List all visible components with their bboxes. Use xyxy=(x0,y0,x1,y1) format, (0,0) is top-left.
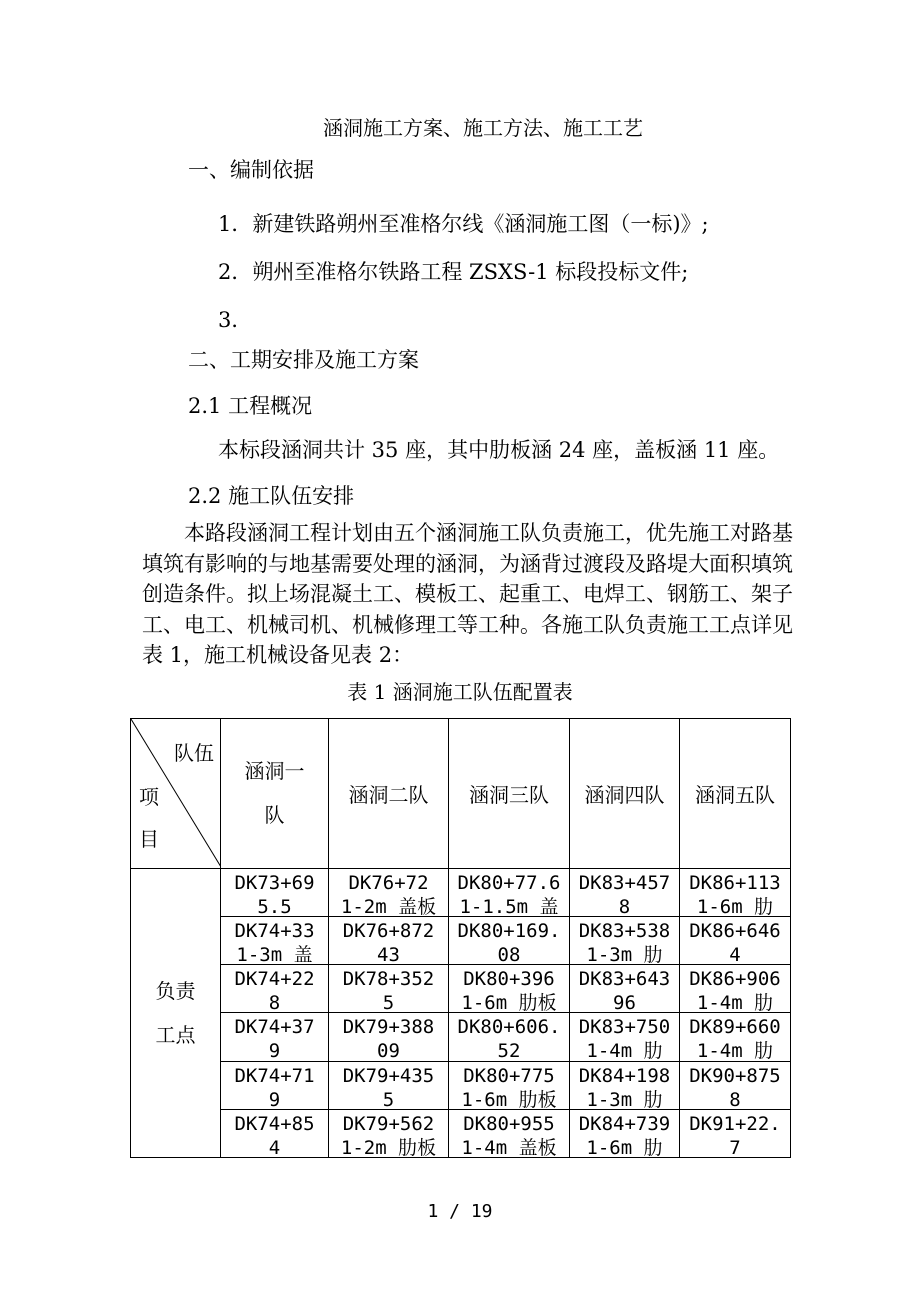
worksite-line: 1-4m 肋 xyxy=(586,1040,663,1061)
worksite-line: DK84+198 xyxy=(578,1064,671,1087)
table-row xyxy=(131,1109,791,1157)
worksite-line: DK83+538 xyxy=(578,920,671,942)
worksite-cell xyxy=(570,1109,680,1157)
team-header: 涵洞三队 xyxy=(449,719,570,869)
table-row xyxy=(131,965,791,1013)
worksite-line: DK80+775 xyxy=(463,1064,555,1087)
worksite-cell xyxy=(449,965,570,1013)
worksite-line: 5 xyxy=(382,992,395,1013)
worksite-line: 96 xyxy=(613,992,636,1013)
worksite-cell xyxy=(680,1013,791,1061)
worksite-line: 4 xyxy=(268,1136,281,1157)
worksite-line: DK79+435 xyxy=(342,1064,435,1087)
worksite-cell xyxy=(570,916,680,964)
document-title: 涵洞施工方案、施工方法、施工工艺 xyxy=(323,116,643,140)
worksite-cell xyxy=(680,1109,791,1157)
basis-item-1: 1．新建铁路朔州至准格尔线《涵洞施工图（一标)》; xyxy=(218,212,709,236)
worksite-line: DK74+37 xyxy=(234,1016,315,1039)
table-row xyxy=(131,916,791,964)
worksite-line: 52 xyxy=(497,1040,521,1061)
worksite-line: 8 xyxy=(268,992,281,1013)
worksite-line: DK80+955 xyxy=(463,1112,555,1135)
team-header: 涵洞一队 xyxy=(221,719,329,869)
overview-text: 本标段涵洞共计 35 座，其中肋板涵 24 座，盖板涵 11 座。 xyxy=(218,438,780,462)
worksite-line: 1-4m 肋 xyxy=(696,992,774,1013)
worksite-cell xyxy=(329,1061,449,1109)
worksite-cell xyxy=(221,1061,329,1109)
basis-item-3: 3． xyxy=(218,308,253,332)
section2-heading: 二、工期安排及施工方案 xyxy=(188,348,419,372)
worksite-line: 1-4m 肋 xyxy=(696,1040,774,1061)
table-row xyxy=(131,868,791,916)
worksite-cell xyxy=(329,916,449,964)
worksite-cell xyxy=(221,1109,329,1157)
worksite-cell xyxy=(570,1061,680,1109)
worksite-line: 8 xyxy=(618,895,631,916)
worksite-line: DK91+22. xyxy=(689,1112,781,1135)
subsection-2-2-heading: 2.2 施工队伍安排 xyxy=(188,484,355,508)
corner-team-label: 队伍 xyxy=(174,741,214,766)
table-caption: 表 1 涵洞施工队伍配置表 xyxy=(347,680,573,704)
basis-item-2: 2．朔州至准格尔铁路工程 ZSXS-1 标段投标文件; xyxy=(218,260,689,284)
worksite-line: 1-6m 肋板 xyxy=(461,992,557,1013)
worksite-line: 5 xyxy=(382,1088,395,1109)
row-label-line-1: 负责 xyxy=(155,978,196,1003)
worksite-line: 1-6m 肋 xyxy=(696,895,774,916)
worksite-cell xyxy=(449,916,570,964)
worksite-line: 1-2m 盖板 xyxy=(340,895,437,916)
worksite-line: 1-6m 肋板 xyxy=(461,1088,557,1109)
page-number: 1 / 19 xyxy=(427,1201,493,1222)
worksite-cell xyxy=(449,1061,570,1109)
worksite-cell xyxy=(329,1013,449,1061)
worksite-line: DK74+71 xyxy=(234,1064,315,1087)
worksite-line: 08 xyxy=(497,944,521,964)
table-row xyxy=(131,1061,791,1109)
worksite-line: DK83+750 xyxy=(578,1016,671,1039)
worksite-line: DK86+113 xyxy=(689,871,781,894)
team-header: 涵洞二队 xyxy=(329,719,449,869)
worksite-line: DK80+396 xyxy=(463,968,555,991)
worksite-line: 1-3m 肋 xyxy=(586,944,663,964)
worksite-cell xyxy=(680,868,791,916)
worksite-cell xyxy=(329,1109,449,1157)
worksite-line: 4 xyxy=(729,944,741,964)
worksite-cell xyxy=(221,965,329,1013)
worksite-cell xyxy=(329,965,449,1013)
worksite-line: DK79+562 xyxy=(342,1112,435,1135)
worksite-line: 1-2m 肋板 xyxy=(340,1136,437,1157)
worksite-cell xyxy=(221,868,329,916)
worksite-line: DK80+77.6 xyxy=(457,871,561,894)
worksite-line: DK83+457 xyxy=(578,871,671,894)
worksite-line: DK76+72 xyxy=(348,871,429,894)
table-header-row xyxy=(131,719,791,869)
worksite-line: 9 xyxy=(268,1040,281,1061)
worksite-line: 9 xyxy=(268,1088,281,1109)
worksite-line: DK89+660 xyxy=(689,1016,781,1039)
worksite-cell xyxy=(221,916,329,964)
worksite-cell xyxy=(449,1013,570,1061)
worksite-line: 1-1.5m 盖 xyxy=(459,895,559,916)
worksite-cell xyxy=(570,1013,680,1061)
table-body xyxy=(131,868,791,1157)
worksite-line: 43 xyxy=(377,944,400,964)
worksite-line: DK86+906 xyxy=(689,968,781,991)
worksite-line: DK80+169. xyxy=(457,920,561,942)
worksite-line: 1-3m 盖 xyxy=(236,944,313,964)
worksite-line: DK73+69 xyxy=(234,871,315,894)
section1-heading: 一、编制依据 xyxy=(188,158,314,182)
worksite-line: 7 xyxy=(729,1136,741,1157)
corner-item-label-2: 目 xyxy=(139,827,159,852)
worksite-line: 09 xyxy=(377,1040,400,1061)
worksite-line: DK90+875 xyxy=(689,1064,781,1087)
team-arrangement-paragraph: 本路段涵洞工程计划由五个涵洞施工队负责施工，优先施工对路基填筑有影响的与地基需要处理的涵洞，为涵背过渡段及路堤大面积填筑创造条件。拟上场混凝土工、模板工、起重工、电焊工、钢筋工、架子工、电工、机械司机、机械修理工等工种。各施工队负责施工工点详见表 1，施工机械设备见表 2： xyxy=(142,521,793,667)
worksite-line: DK84+739 xyxy=(578,1112,671,1135)
worksite-cell xyxy=(449,1109,570,1157)
worksite-cell xyxy=(570,965,680,1013)
worksite-line: 8 xyxy=(729,1088,741,1109)
corner-item-label-1: 项 xyxy=(139,785,159,810)
worksite-line: DK74+85 xyxy=(234,1112,315,1135)
worksite-line: 1-4m 盖板 xyxy=(461,1136,557,1157)
diagonal-header-cell xyxy=(131,719,221,869)
worksite-cell xyxy=(570,868,680,916)
table-row xyxy=(131,1013,791,1061)
worksite-line: 1-3m 肋 xyxy=(586,1088,663,1109)
worksite-cell xyxy=(680,1061,791,1109)
row-label-line-2: 工点 xyxy=(155,1022,196,1047)
worksite-line: DK80+606. xyxy=(457,1016,561,1039)
worksite-line: DK78+352 xyxy=(342,968,435,991)
team-header: 涵洞五队 xyxy=(680,719,791,869)
worksite-line: 1-6m 肋 xyxy=(586,1136,663,1157)
subsection-2-1-heading: 2.1 工程概况 xyxy=(188,394,313,418)
row-label-cell xyxy=(131,868,221,1157)
worksite-line: DK74+33 xyxy=(234,920,315,942)
worksite-line: DK83+643 xyxy=(578,968,671,991)
worksite-line: DK74+22 xyxy=(234,968,315,991)
team-header: 涵洞四队 xyxy=(570,719,680,869)
worksite-cell xyxy=(680,916,791,964)
worksite-line: DK86+646 xyxy=(689,920,781,942)
team-allocation-table xyxy=(130,718,791,1158)
worksite-line: DK76+872 xyxy=(342,920,435,942)
worksite-cell xyxy=(680,965,791,1013)
worksite-line: DK79+388 xyxy=(342,1016,435,1039)
worksite-cell xyxy=(221,1013,329,1061)
worksite-line: 5.5 xyxy=(257,895,292,916)
worksite-cell xyxy=(329,868,449,916)
worksite-cell xyxy=(449,868,570,916)
